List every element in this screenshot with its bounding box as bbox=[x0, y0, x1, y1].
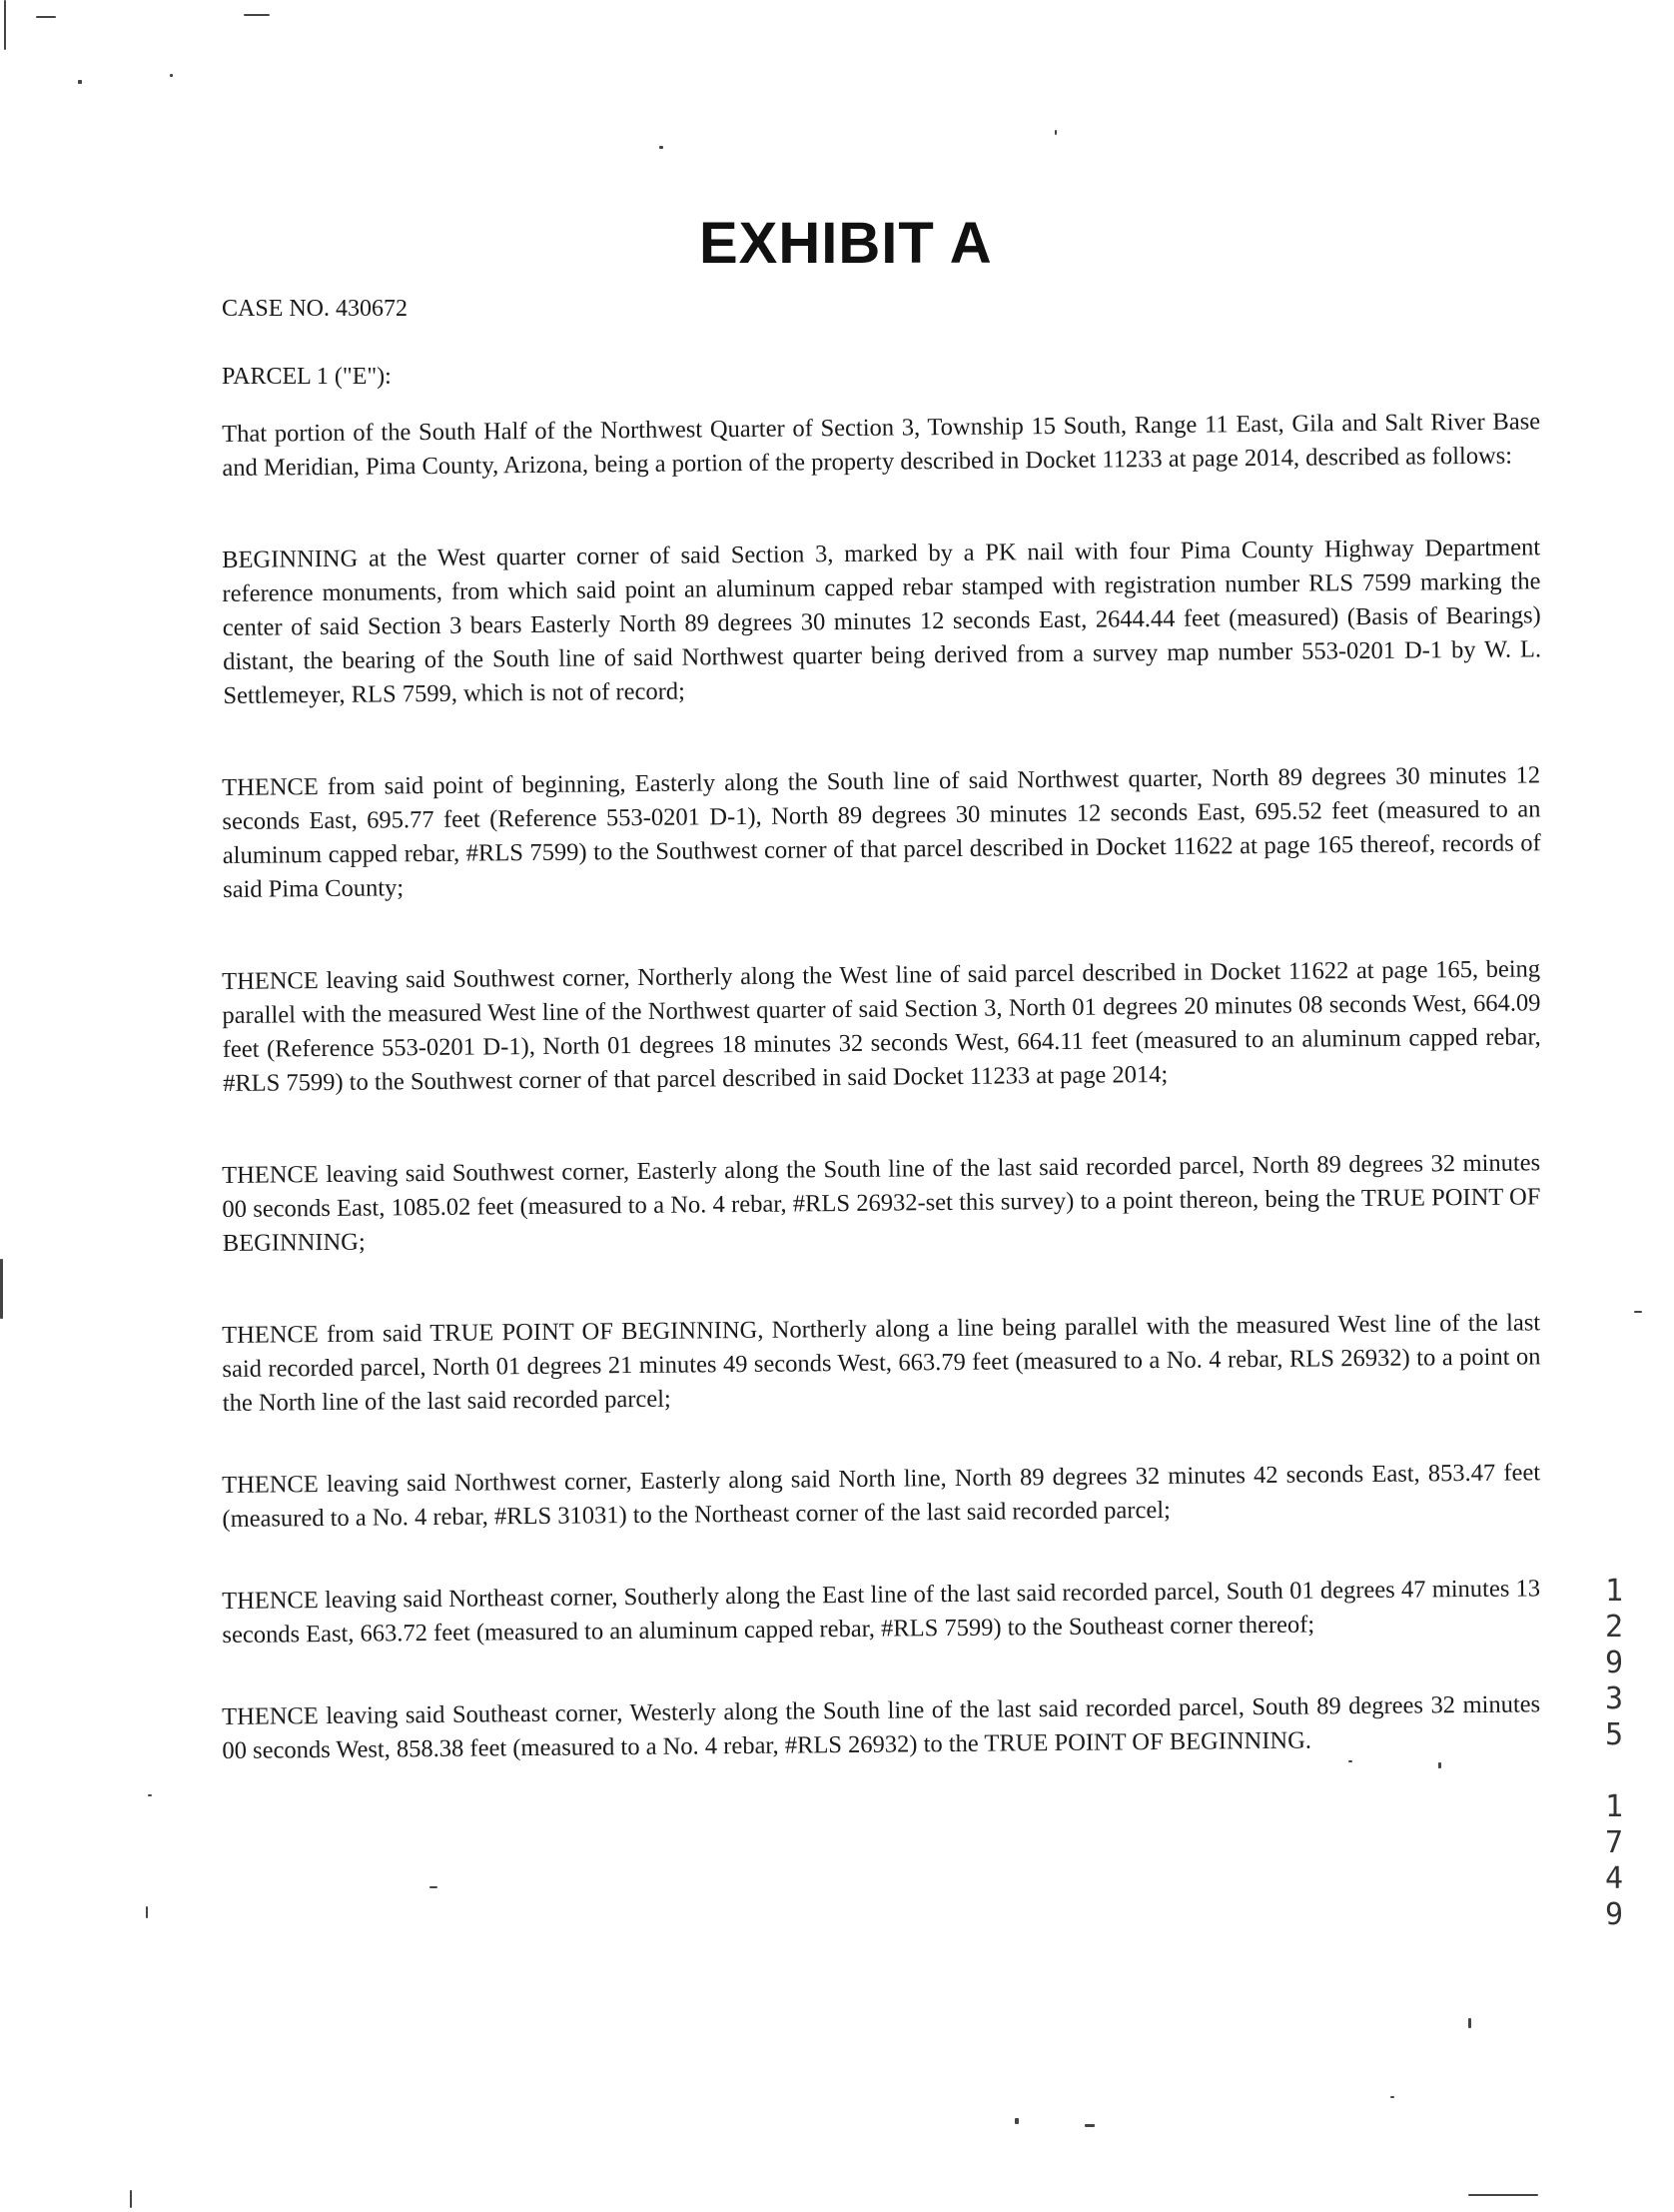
scan-artifact bbox=[1085, 2124, 1095, 2127]
stamp-digit: 3 bbox=[1604, 1681, 1624, 1716]
stamp-digit: 7 bbox=[1604, 1825, 1624, 1860]
course-paragraph-3: THENCE leaving said Southwest corner, Easterly along the South line of the last said recorded parcel, North 89 degrees 32 minutes 00 seconds East, 1085.02 feet (measured to a No. 4 rebar, #RLS 26932-set this survey) to a point thereon, being the TRUE POINT OF BEGINNING; bbox=[222, 1149, 1541, 1257]
scan-artifact bbox=[130, 2190, 132, 2208]
course-paragraph-5: THENCE leaving said Northwest corner, Easterly along said North line, North 89 degrees 32 minutes 42 seconds East, 853.47 feet (measured to a No. 4 rebar, #RLS 31031) to the Northeast corner of the last said recorded parcel; bbox=[222, 1459, 1541, 1533]
scan-artifact bbox=[4, 0, 6, 50]
scan-artifact bbox=[659, 146, 663, 149]
scan-artifact bbox=[146, 1906, 148, 1918]
scan-artifact bbox=[78, 80, 82, 84]
legal-description bbox=[222, 408, 1542, 1826]
scan-artifact bbox=[1468, 2018, 1471, 2028]
beginning-paragraph: BEGINNING at the West quarter corner of said Section 3, marked by a PK nail with four Pima County Highway Department reference monuments, from which said point an aluminum capped rebar stamped with registration number RLS 7599 marking the center of said Section 3 bears Easterly North 89 degrees 30 minutes 12 seconds East, 2644.44 feet (measured) (Basis of Bearings) distant, the bearing of the South line of said Northwest quarter being derived from a survey map number 553-0201 D-1 by W. L. Settlemeyer, RLS 7599, which is not of record; bbox=[222, 534, 1542, 709]
stamp-digit: 9 bbox=[1604, 1646, 1624, 1680]
scan-artifact bbox=[148, 1794, 152, 1796]
stamp-digit: 4 bbox=[1604, 1861, 1624, 1896]
scan-artifact bbox=[1634, 1311, 1642, 1313]
stamp-digit: 1 bbox=[1604, 1789, 1624, 1824]
intro-paragraph: That portion of the South Half of the Northwest Quarter of Section 3, Township 15 South, Range 11 East, Gila and Salt River Base and Meridian, Pima County, Arizona, being a portion of the property described in Docket 11233 at page 2014, described as follows: bbox=[222, 408, 1541, 482]
course-paragraph-4: THENCE from said TRUE POINT OF BEGINNING, Northerly along a line being parallel with the measured West line of the last said recorded parcel, North 01 degrees 21 minutes 49 seconds West, 663.79 feet (measured to a No. 4 rebar, RLS 26932) to a point on the North line of the last said recorded parcel; bbox=[222, 1309, 1541, 1417]
stamp-digit: 9 bbox=[1604, 1897, 1624, 1932]
recording-stamp bbox=[1594, 1574, 1634, 1933]
scan-artifact bbox=[1390, 2096, 1394, 2098]
course-paragraph-2: THENCE leaving said Southwest corner, Northerly along the West line of said parcel described in Docket 11622 at page 165, being parallel with the measured West line of the Northwest quarter of said Section 3, North 01 degrees 20 minutes 08 seconds West, 664.09 feet (Reference 553-0201 D-1), North 01 degrees 18 minutes 32 seconds West, 664.11 feet (measured to an aluminum capped rebar, #RLS 7599) to the Southwest corner of that parcel described in said Docket 11233 at page 2014; bbox=[222, 955, 1541, 1097]
course-paragraph-1: THENCE from said point of beginning, Easterly along the South line of said Northwest quarter, North 89 degrees 30 minutes 12 seconds East, 695.77 feet (Reference 553-0201 D-1), North 89 degrees 30 minutes 12 seconds East, 695.52 feet (measured to an aluminum capped rebar, #RLS 7599) to the Southwest corner of that parcel described in Docket 11622 at page 165 thereof, records of said Pima County; bbox=[222, 761, 1541, 903]
scan-artifact bbox=[36, 16, 56, 18]
scan-artifact bbox=[1055, 130, 1057, 135]
scan-artifact bbox=[429, 1886, 437, 1888]
case-number: CASE NO. 430672 bbox=[222, 296, 409, 322]
closing-paragraph: THENCE leaving said Southeast corner, Westerly along the South line of the last said recorded parcel, South 89 degrees 32 minutes 00 seconds West, 858.38 feet (measured to a No. 4 rebar, #RLS 26932) to the TRUE POINT OF BEGINNING. bbox=[222, 1690, 1541, 1764]
course-paragraph-6: THENCE leaving said Northeast corner, Southerly along the East line of the last said recorded parcel, South 01 degrees 47 minutes 13 seconds East, 663.72 feet (measured to an aluminum capped rebar, #RLS 7599) to the Southeast corner thereof; bbox=[222, 1575, 1541, 1649]
stamp-digit: 1 bbox=[1604, 1574, 1624, 1609]
scan-artifact bbox=[1348, 1760, 1352, 1762]
scan-artifact bbox=[0, 1259, 3, 1319]
stamp-digit: 5 bbox=[1604, 1717, 1624, 1752]
exhibit-title: EXHIBIT A bbox=[699, 211, 993, 276]
parcel-label: PARCEL 1 ("E"): bbox=[222, 364, 392, 390]
scan-artifact bbox=[1438, 1762, 1441, 1768]
stamp-digit: 2 bbox=[1604, 1610, 1624, 1645]
scan-artifact bbox=[1468, 2194, 1538, 2196]
scan-artifact bbox=[170, 74, 173, 77]
scan-artifact bbox=[1015, 2118, 1019, 2124]
scan-artifact bbox=[244, 14, 270, 16]
